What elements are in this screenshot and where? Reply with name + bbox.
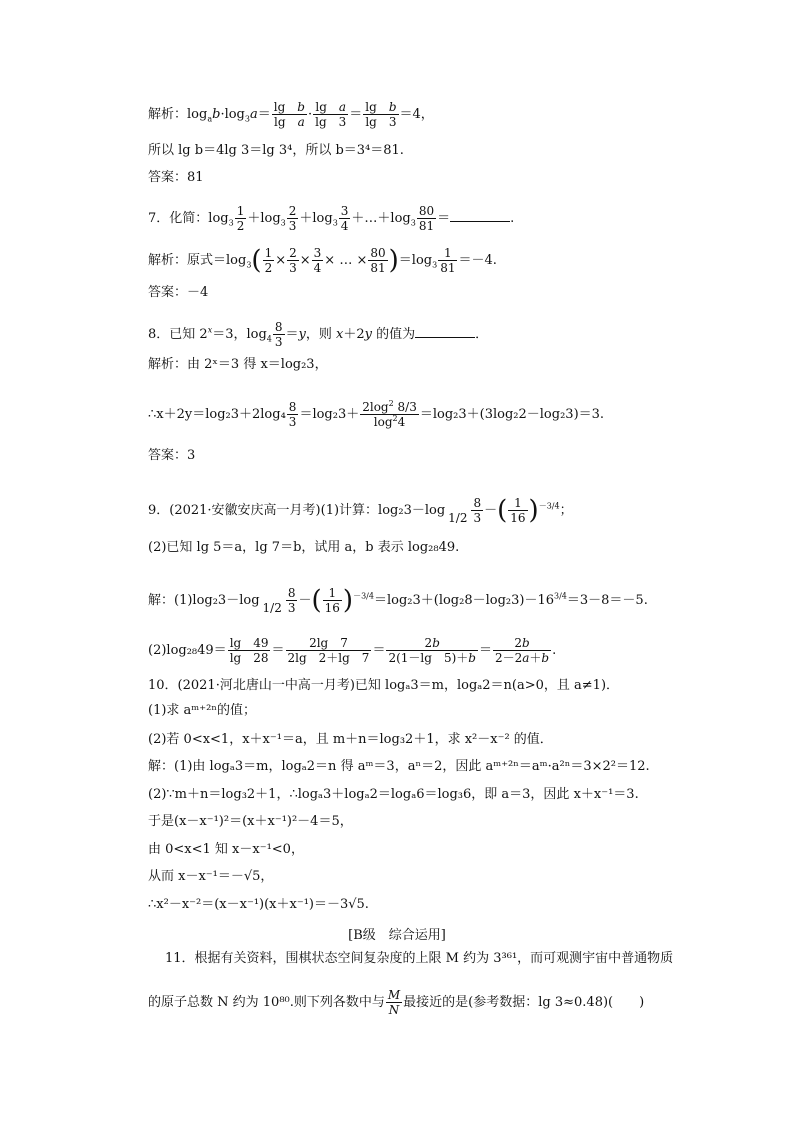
q10-solution-6: ∴x²－x⁻²＝(x－x⁻¹)(x＋x⁻¹)＝－3√5. [148,897,369,912]
q11-l2-pre: 的原子总数 N 约为 10⁸⁰.则下列各数中与 [148,995,385,1010]
fraction: $\frac{3}{4}$ [340,204,349,233]
fraction: $\frac{2}{3}$ [289,246,297,275]
q8-answer: 答案：3 [148,448,196,463]
fraction: $\frac{\text{lg a}}{\lg 3}$ [315,100,347,129]
fraction: $\frac{2b}{2(1-\lg 5)+b}$ [388,636,476,665]
q7-sol-label: 解析：原式＝log [148,253,247,268]
answer-blank[interactable] [415,325,475,338]
q9-solution-2: (2)log₂₈49＝ $\frac{\lg 49}{\lg 28}$ ＝ $\frac{2\lg 7}{2\lg 2+\lg 7}$ ＝ $\frac{2b}{2(1-\lg 5)+b}$ ＝ $\frac{2b}{2-2a+b}$ . [148,636,557,665]
fraction: $\frac{80}{81}$ [418,204,435,233]
label: 解析： [148,107,188,122]
fraction: $\frac{\lg 49}{\lg 28}$ [229,636,269,665]
q10-solution-4: 由 0<x<1 知 x－x⁻¹<0， [148,842,304,857]
q9-sol2-pre: (2)log₂₈49＝ [148,643,227,658]
fraction: $\frac{2b}{2-2a+b}$ [494,636,550,665]
question-8: 8．已知 $2^x=3$，$\log_4$ $\frac{8}{3}$ ＝y，则 x＋2y 的值为 ． [148,320,489,349]
period: . [510,211,515,226]
fraction: $\frac{8}{3}$ [473,496,482,525]
q10-part-1: (1)求 aᵐ⁺²ⁿ的值； [148,703,256,718]
question-7: 7．化简：$\log_3$ $\frac{1}{2}$ $+\log_3$ $\frac{2}{3}$ $+\log_3$ $\frac{3}{4}$ $+\dots+\log_3$ $\frac{80}{81}$ ＝ . [148,204,515,233]
q8-solution-1: 解析：由 2ˣ＝3 得 x＝log₂3， [148,357,328,372]
q9-solution-1: 解：(1)log₂3－log 1/2 $\frac{8}{3}$ －( $\frac{1}{16}$ )$^{-3/4}=\log_23+(\log_28-\log_23)-16^{3/4}=3-8=-5$. [148,585,648,616]
question-9: 9．(2021·安徽安庆高一月考)(1)计算：log₂3－log 1/2 $\frac{8}{3}$ －( $\frac{1}{16}$ )$^{-3/4}$； [148,495,573,526]
solution-line-2: 所以 lg b＝4lg 3＝lg 3⁴，所以 b＝3⁴＝81. [148,143,404,158]
q10-part-2: (2)若 0<x<1，x＋x⁻¹＝a，且 m＋n＝log₃2＋1，求 x²－x⁻² 的值． [148,732,553,747]
q9-part-2: (2)已知 lg 5＝a，lg 7＝b，试用 a，b 表示 log₂₈49. [148,540,460,555]
fraction: 1/2 [448,510,468,525]
q11-l2-post: 最接近的是(参考数据：lg 3≈0.48)( ) [403,995,645,1010]
q7-solution: 解析：原式$=\log_3$( $\frac{1}{2}$ × $\frac{2}{3}$ × $\frac{3}{4}$ × … × $\frac{80}{81}$ )$=\log_3$ $\frac{1}{81}$ ＝－4. [148,245,497,276]
q9-sol1-end: ＝3－8＝－5. [566,593,648,608]
fraction: 1/2 [262,600,282,615]
q9-head: 9．(2021·安徽安庆高一月考)(1)计算：log₂3－log [148,503,446,518]
answer-line: 答案：81 [148,170,204,185]
q9-sol1-post: ＝log₂3＋(log₂8－log₂3)－16 [373,593,555,608]
question-10: 10．(2021·河北唐山一中高一月考)已知 logₐ3＝m，logₐ2＝n(a>0，且 a≠1)． [148,678,620,693]
fraction: $\frac{2}{3}$ [288,204,297,233]
answer-blank[interactable] [450,209,510,222]
q10-solution-3: 于是(x－x⁻¹)²＝(x＋x⁻¹)²－4＝5， [148,814,353,829]
fraction: $\frac{1}{16}$ [510,496,526,525]
fraction: $\frac{8}{3}$ [288,400,297,429]
solution-line-1: 解析：$\log_ab\cdot\log_3a=$ $\frac{\text{lg b}}{\text{lg a}}$ · $\frac{\text{lg a}}{\lg 3}$ ＝ $\frac{\text{lg b}}{\lg 3}$ ＝4， [148,100,434,129]
fraction: $\frac{2\log^2 8/3}{\log^24}$ [362,399,417,429]
fraction: $\frac{1}{2}$ [236,204,245,233]
fraction: $\frac{2\lg 7}{2\lg 2+\lg 7}$ [287,636,370,665]
fraction: $\frac{1}{16}$ [324,586,340,615]
fraction: $\frac{3}{4}$ [313,246,322,275]
q10-solution-1: 解：(1)由 logₐ3＝m，logₐ2＝n 得 aᵐ＝3，aⁿ＝2，因此 aᵐ⁺²ⁿ＝aᵐ·a²ⁿ＝3×2²＝12. [148,759,650,774]
section-heading: [B级 综合运用] [348,928,446,943]
question-11-line-1: 11．根据有关资料，围棋状态空间复杂度的上限 M 约为 3³⁶¹，而可观测宇宙中普通物质 [165,951,674,966]
q7-result: ＝－4. [458,253,497,268]
q7-label: 7．化简： [148,211,209,226]
q8-solution-2 [148,400,604,429]
fraction: $\frac{8}{3}$ [287,586,296,615]
fraction: $\frac{8}{3}$ [274,320,283,349]
q8-sol2-pre: ∴x＋2y＝log₂3＋2log₄ [148,407,286,422]
fraction: $\frac{80}{81}$ [370,246,386,275]
q10-solution-5: 从而 x－x⁻¹＝－√5， [148,869,274,884]
q9-sol1-pre: 解：(1)log₂3－log [148,593,260,608]
fraction: $\frac{1}{81}$ [440,246,456,275]
q10-solution-2: (2)∵m＋n＝log₃2＋1，∴logₐ3＋logₐ2＝logₐ6＝log₃6，即 a＝3，因此 x＋x⁻¹＝3. [148,787,639,802]
q8-sol2-mid: ＝log₂3＋ [299,407,360,422]
fraction: $\frac{1}{2}$ [264,246,273,275]
fraction: $\frac{\text{lg b}}{\text{lg a}}$ [273,100,305,129]
fraction: $\frac{M}{N}$ [387,988,401,1017]
q8-sol2-post: ＝log₂3＋(3log₂2－log₂3)＝3. [419,407,605,422]
question-11-line-2 [148,988,644,1017]
q7-answer: 答案：－4 [148,285,209,300]
fraction: $\frac{\text{lg b}}{\lg 3}$ [365,100,397,129]
